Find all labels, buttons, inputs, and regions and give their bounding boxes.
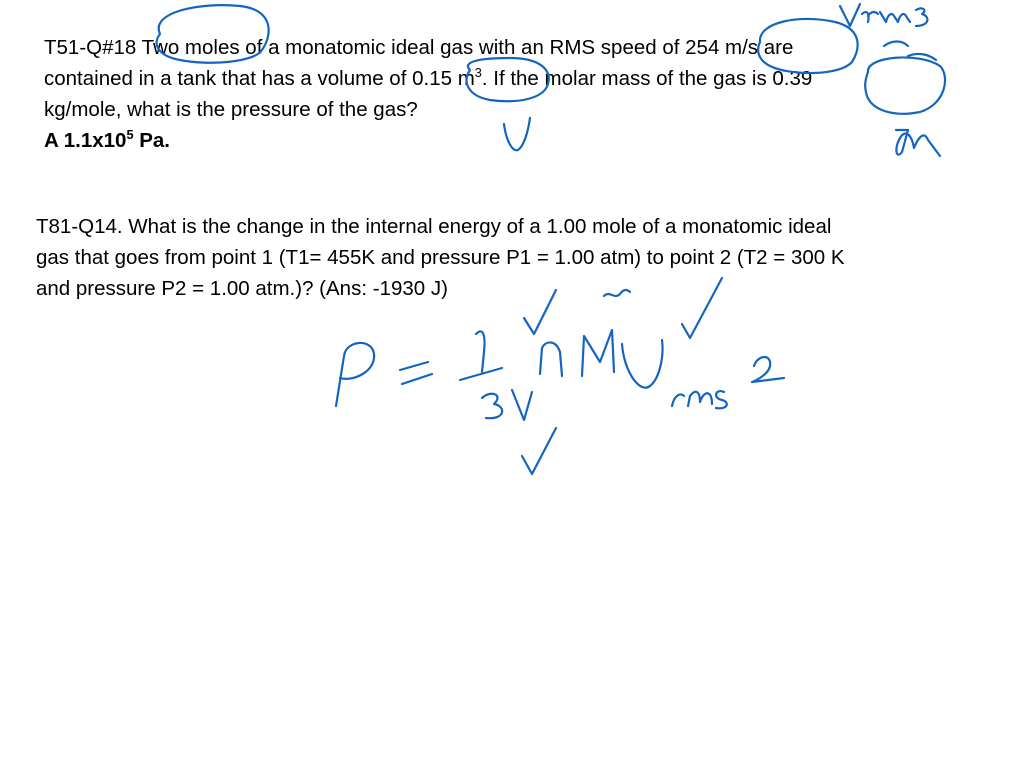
label-vrms — [840, 4, 927, 26]
formula-equals — [400, 362, 432, 384]
question-2 — [36, 211, 966, 304]
q1-cubed-superscript: 3 — [474, 65, 482, 81]
question-2-line-3: and pressure P2 = 1.00 atm.)? (Ans: -1930 J) — [36, 277, 448, 300]
formula-n — [540, 342, 562, 376]
answer-unit: Pa. — [133, 129, 170, 152]
formula-fraction-bar — [460, 368, 502, 380]
formula-one — [476, 331, 485, 372]
question-2-line-2: gas that goes from point 1 (T1= 455K and pressure P1 = 1.00 atm) to point 2 (T2 = 300 K — [36, 246, 845, 269]
formula-rms — [672, 391, 727, 408]
formula-three — [482, 394, 502, 418]
question-2-line-1: T81-Q14. What is the change in the internal energy of a 1.00 mole of a monatomic ideal — [36, 215, 832, 238]
question-1-line-1: T51-Q#18 Two moles of a monatomic ideal gas with an RMS speed of 254 m/s are — [44, 36, 794, 59]
question-1 — [44, 32, 944, 156]
checkmark-V — [522, 428, 556, 474]
q1-line-2-rest: . If the molar mass of the gas is 0.39 — [481, 67, 813, 90]
formula-v — [622, 340, 663, 388]
formula-P — [336, 343, 374, 406]
answer-text: A 1.1x10 — [44, 129, 127, 152]
question-1-line-3: kg/mole, what is the pressure of the gas? — [44, 98, 418, 121]
formula-squared — [752, 357, 784, 382]
question-1-line-2 — [44, 63, 944, 94]
question-1-answer — [44, 125, 944, 156]
answer-exponent: 5 — [126, 127, 134, 143]
q1-line-2-text: contained in a tank that has a volume of 0.15 m — [44, 67, 475, 90]
formula-V — [512, 390, 532, 420]
formula-M — [582, 330, 614, 376]
